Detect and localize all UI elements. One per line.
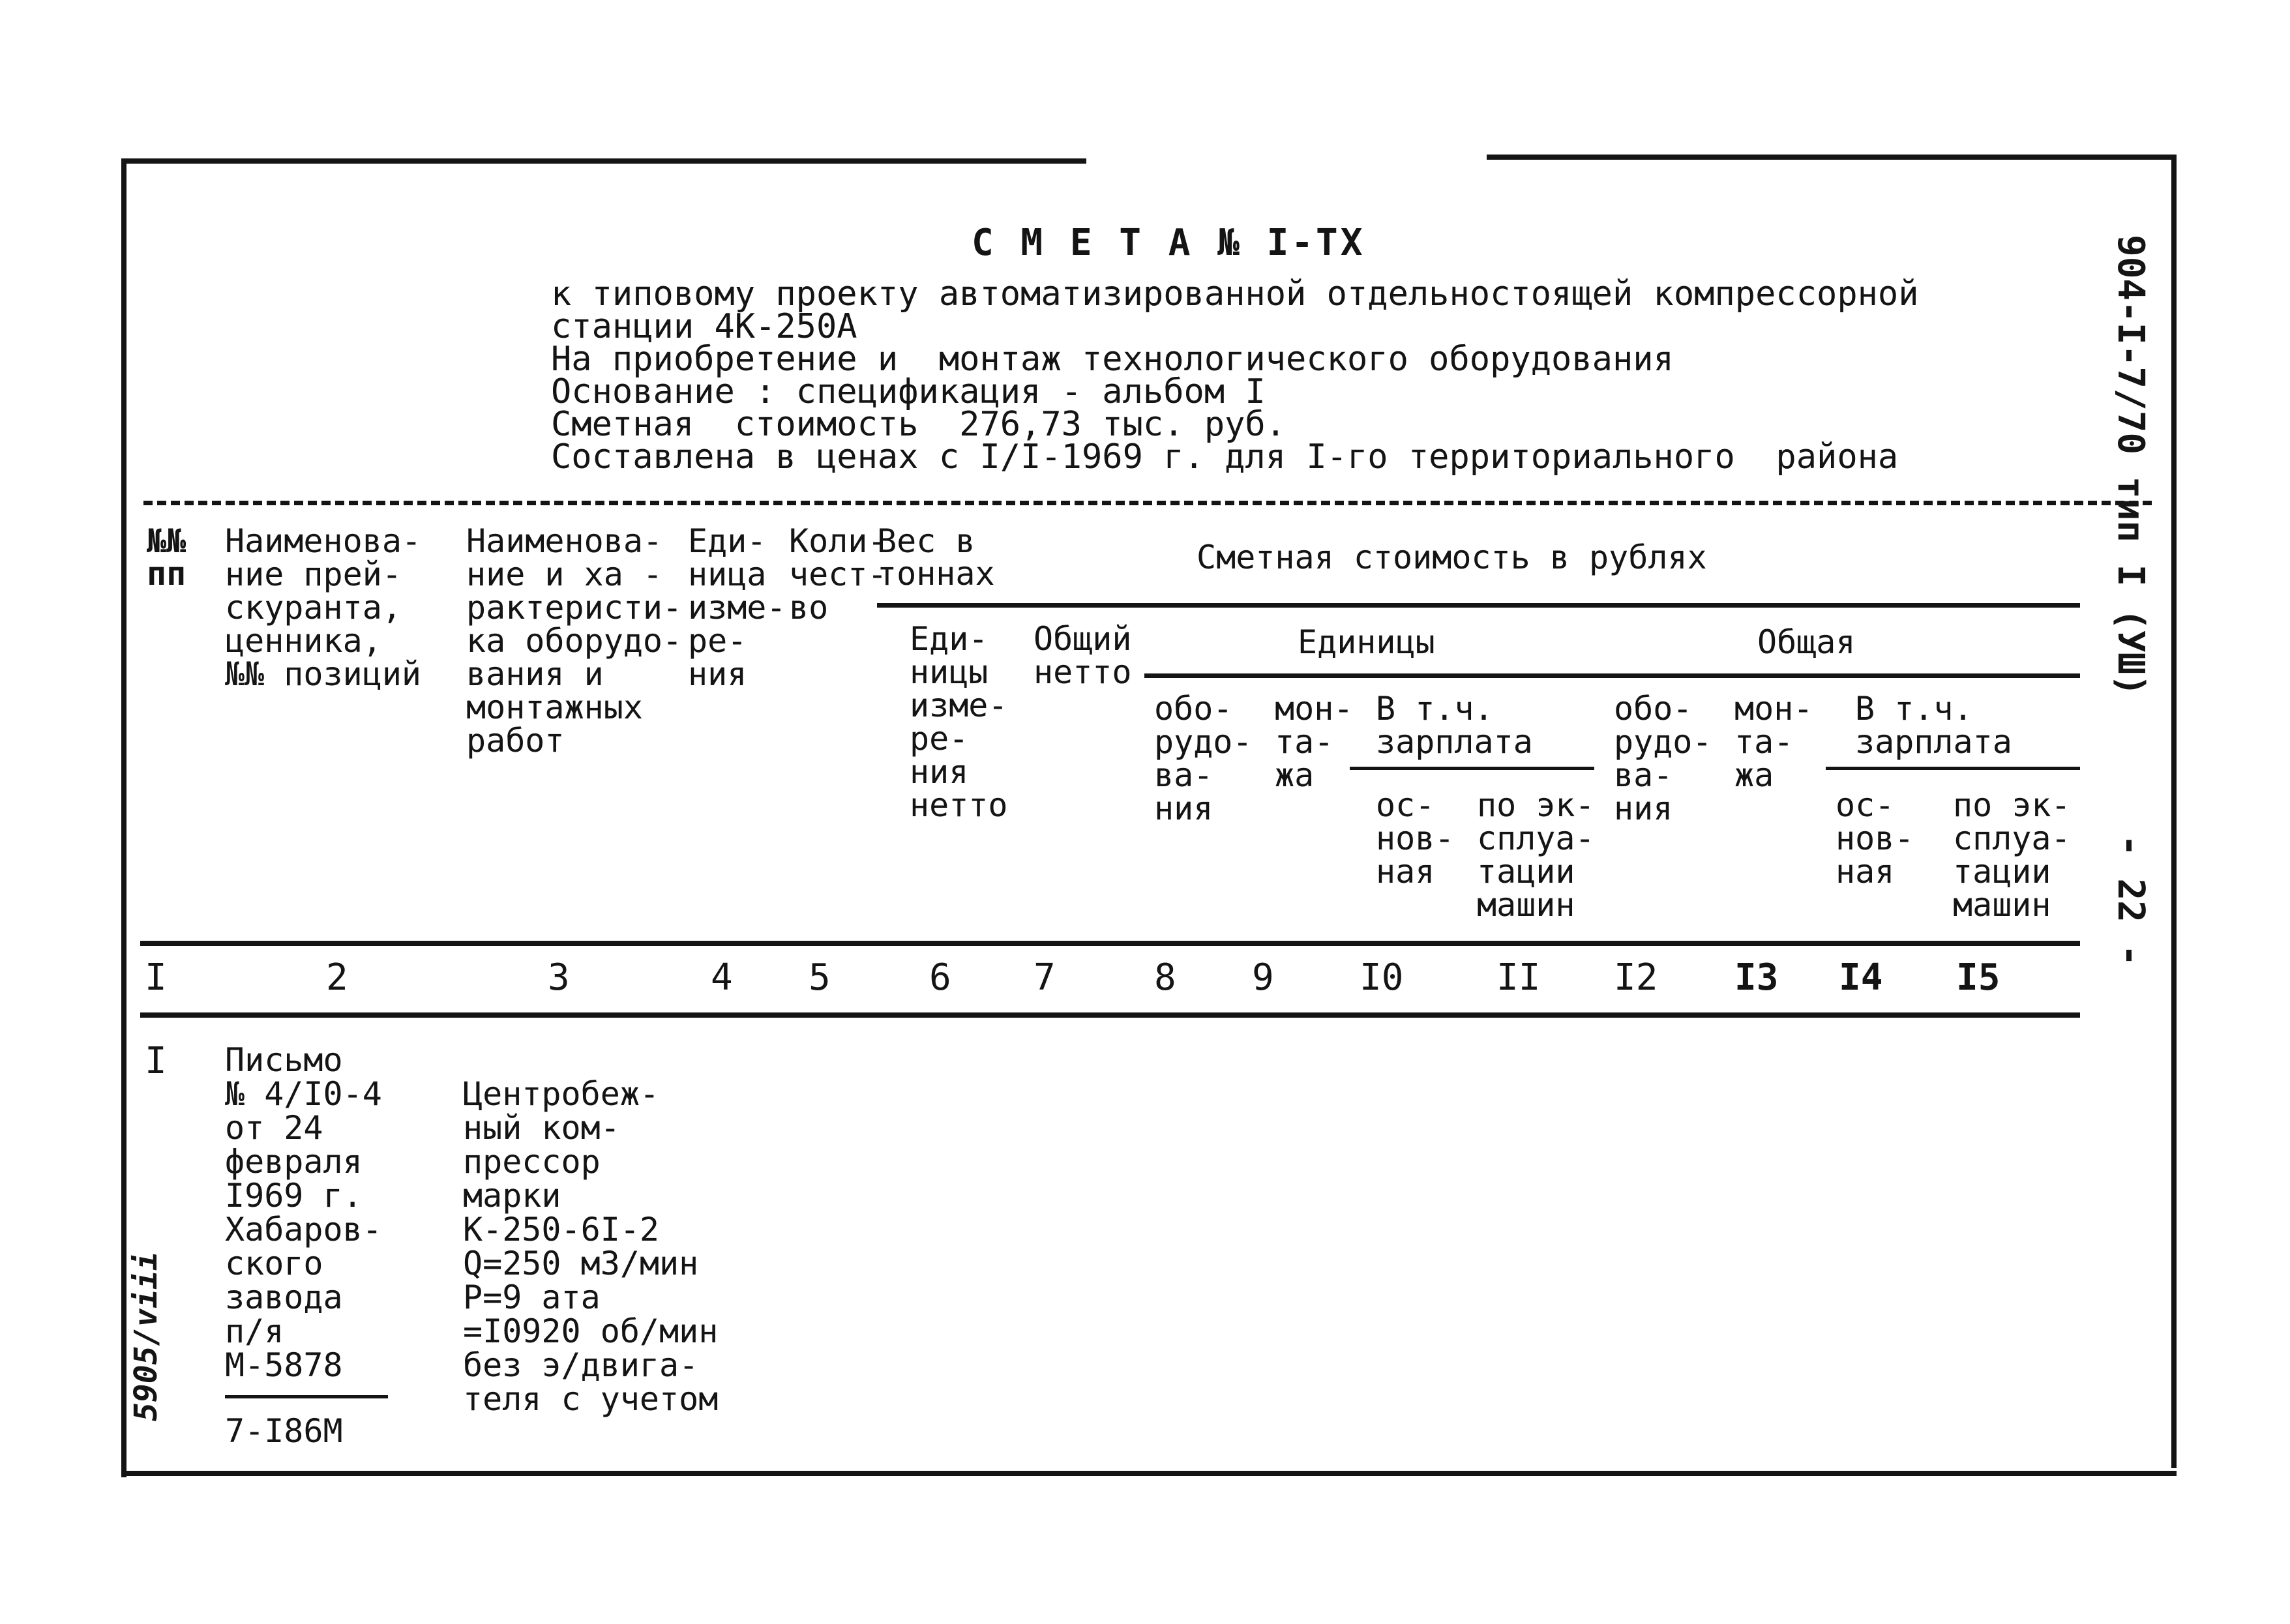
header-bottom-rule [140,941,2080,946]
archive-number: 5905/viii [128,1251,164,1421]
column-number: I5 [1956,956,2000,999]
header-weight: Вес в тоннах [877,522,995,593]
title-line-5: Сметная стоимость 276,73 тыс. руб. [551,405,1286,444]
document-heading: С М Е Т А № I-ТХ [972,222,1365,264]
title-line-2: станции 4К-250А [551,307,857,346]
numbers-bottom-rule [140,1012,2080,1018]
row-pricelist-code: 7-I86М [225,1412,343,1450]
column-number: 9 [1252,956,1274,999]
column-number: I4 [1839,956,1883,999]
column-number: 2 [326,956,348,999]
row-pricelist: Письмо № 4/I0-4 от 24 февраля I969 г. Хабаров- ского завода п/я М-5878 [225,1041,382,1384]
rule-cost [877,603,2080,608]
header-cost: Сметная стоимость в рублях [1197,539,1707,576]
header-unit-salary: В т.ч. зарплата [1376,690,1533,761]
frame-left [121,158,126,1477]
header-total-machines: по эк- сплуа- тации машин [1953,786,2071,924]
frame-right [2171,155,2177,1468]
header-unit-net: Еди- ницы изме- ре- ния нетто [910,620,1008,824]
rule-unit-total [1144,673,2080,678]
header-top-rule [143,501,2152,505]
frame-top-left [121,158,1086,164]
column-number: 5 [809,956,831,999]
pricelist-divider [225,1395,388,1398]
document-code: 904-I-7/70 тип I (УШ) [2109,235,2152,697]
row-number: I [145,1040,167,1082]
header-unit-equipment: обо- рудо- ва- ния [1154,690,1253,827]
header-number: №№ пп [147,522,186,593]
page-number: - 22 - [2109,834,2152,967]
header-pricelist: Наименова- ние прей- скуранта, ценника, №№ позиций [225,522,422,693]
column-number: II [1496,956,1541,999]
column-number: 4 [711,956,733,999]
column-number: 8 [1154,956,1176,999]
header-total-equipment: обо- рудо- ва- ния [1614,690,1712,827]
column-number: 6 [929,956,951,999]
header-total-net: Общий нетто [1033,620,1132,691]
header-quantity: Коли- чест- во [789,522,887,627]
header-unit-basic: ос- нов- ная [1376,786,1455,891]
header-total-mounting: мон- та- жа [1734,690,1813,794]
rule-salary-unit [1350,767,1594,770]
title-line-1: к типовому проекту автоматизированной отдельностоящей компрессорной [551,274,1919,314]
title-line-4: Основание : спецификация - альбом I [551,372,1266,411]
header-unit: Еди- ница изме- ре- ния [688,522,786,693]
column-number: 3 [548,956,570,999]
header-unit-mounting: мон- та- жа [1275,690,1354,794]
column-number: I [145,956,167,999]
header-total-cost: Общая [1757,623,1856,661]
column-number: 7 [1033,956,1056,999]
frame-top-right [1487,155,2177,160]
header-unit-cost: Единицы [1298,623,1435,661]
header-total-basic: ос- нов- ная [1836,786,1914,891]
row-description: Центробеж- ный ком- прессор марки К-250-6I-2 Q=250 м3/мин Р=9 ата =I0920 об/мин без э/двига- теля с учетом [463,1075,719,1418]
column-number: I0 [1360,956,1404,999]
header-total-salary: В т.ч. зарплата [1855,690,2012,761]
header-unit-machines: по эк- сплуа- тации машин [1477,786,1595,924]
column-number: I3 [1734,956,1779,999]
title-line-3: На приобретение и монтаж технологического оборудования [551,340,1674,379]
frame-bottom [121,1471,2177,1476]
rule-salary-total [1826,767,2080,770]
header-equipment: Наименова- ние и ха - рактеристи- ка оборудо- вания и монтажных работ [466,522,683,760]
title-line-6: Составлена в ценах с I/I-1969 г. для I-го территориального района [551,437,1899,477]
column-number: I2 [1614,956,1658,999]
